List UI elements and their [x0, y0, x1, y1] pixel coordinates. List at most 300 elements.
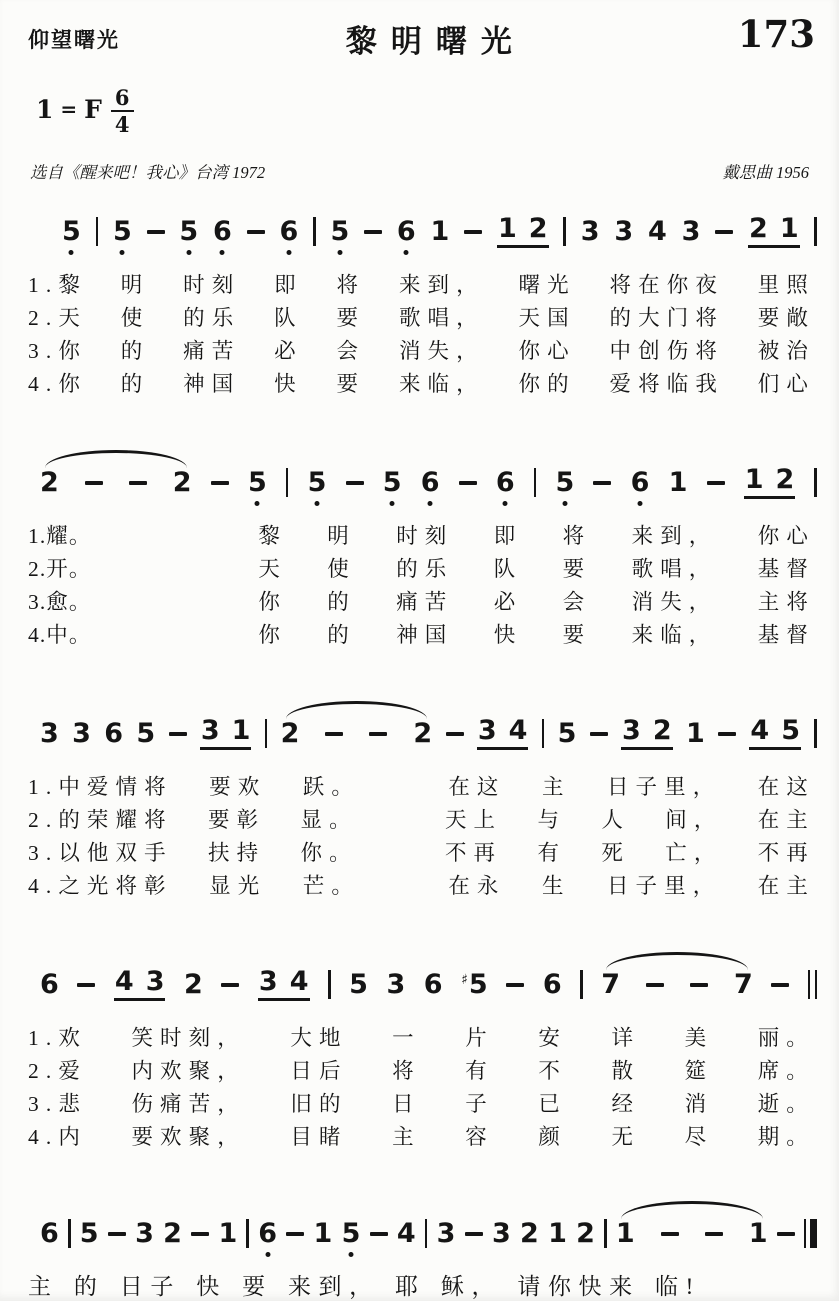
lyric-segment: 显。 [300, 808, 358, 832]
lyric-segment: 不再 [757, 841, 815, 865]
lyric-segment: 来临， [631, 623, 718, 647]
notation-line [0, 691, 839, 766]
lyric-segment: 日子里， [606, 874, 722, 898]
duration-dash [705, 1232, 723, 1236]
note: 2 [172, 467, 192, 498]
note: 1 [685, 718, 705, 749]
note: 5 [330, 216, 350, 247]
lyric-segment: 将 [336, 273, 366, 297]
barline [534, 468, 537, 497]
duration-dash [247, 230, 265, 234]
lyric-segment: 时刻 [183, 273, 241, 297]
duration-dash [369, 732, 387, 736]
note: 3 [681, 216, 701, 247]
lyric-segment: 你心 [757, 524, 815, 548]
lyric-segment: 3.悲 [28, 1092, 87, 1116]
lyric-segment: 痛苦 [396, 590, 454, 614]
lyric-segment: 3.以他双手 [28, 841, 173, 865]
lyric-segment: 颜 [538, 1125, 567, 1149]
duration-dash [129, 481, 147, 485]
note: 1 [748, 1218, 768, 1249]
lyric-segment: 散 [611, 1059, 641, 1083]
note: 5 [341, 1218, 361, 1249]
note: 4 [750, 715, 770, 746]
note: 2 [652, 715, 672, 746]
music-system-1 [0, 189, 839, 400]
lyric-segment: 必 [493, 590, 523, 614]
lyric-segment: 的大门将 [609, 306, 724, 330]
lyric-segment: 4.你 [28, 372, 87, 396]
lyric-segment: 的 [73, 1274, 105, 1299]
final-barline [804, 1219, 817, 1248]
beamed-note-group [621, 717, 673, 750]
duration-dash [169, 732, 187, 736]
duration-dash [286, 1232, 304, 1236]
lyric-segment: 耶 [395, 1274, 426, 1299]
lyric-segment: 主 [392, 1125, 421, 1149]
note: 1 [497, 213, 517, 244]
music-system-5 [0, 1193, 839, 1308]
lyric-segment: 消失， [398, 339, 485, 363]
duration-dash [147, 230, 165, 234]
lyric-segment: 子 [465, 1092, 494, 1116]
note: 4 [114, 966, 134, 997]
lyric-segment: 将 [562, 524, 592, 548]
note: 1 [779, 213, 799, 244]
lyric-segment: 会 [336, 339, 366, 363]
lyric-segment: 歌唱， [398, 306, 485, 330]
lyric-segment: 要 [242, 1274, 273, 1299]
lyric-line [0, 552, 839, 585]
lyric-segment: 主 [541, 775, 571, 799]
note: 7 [601, 969, 620, 1000]
duration-dash [191, 1232, 209, 1236]
key-signature [36, 85, 839, 137]
lyric-segment: 请你快来 [517, 1274, 640, 1299]
note: 4 [647, 216, 667, 247]
duration-dash [715, 230, 733, 234]
lyric-segment: 爱将临我 [609, 372, 724, 396]
lyric-line [0, 334, 839, 367]
lyric-segment: 2.开。 [28, 557, 92, 581]
lyric-segment: 1.中爱情将 [28, 775, 173, 799]
note: 2 [749, 213, 768, 244]
beamed-note-group [200, 717, 252, 750]
lyric-segment: 有 [537, 841, 567, 865]
lyric-segment: 逝。 [757, 1092, 815, 1116]
duration-dash [85, 481, 103, 485]
lyric-segment: 来到， [631, 524, 718, 548]
lyric-segment: 日子 [119, 1274, 181, 1299]
lyric-line [0, 1054, 839, 1087]
note: 3 [614, 216, 634, 247]
lyric-segment: 将 [392, 1059, 421, 1083]
beamed-note-group [749, 717, 801, 750]
lyric-segment: 即 [493, 524, 523, 548]
lyric-segment: 4.中。 [28, 623, 92, 647]
beamed-note-group [497, 215, 549, 248]
duration-dash [221, 983, 239, 987]
lyric-segment: 要彰 [207, 808, 266, 832]
lyric-segment: 消 [684, 1092, 714, 1116]
note: 3 [135, 1218, 154, 1249]
lyric-segment: 2.的荣耀将 [28, 808, 173, 832]
note: 5 [112, 216, 132, 247]
hymn-title: 黎明曙光 [345, 24, 526, 59]
barline [563, 217, 566, 246]
lyric-segment: 经 [611, 1092, 641, 1116]
lyric-line [0, 869, 839, 902]
note: 2 [280, 718, 300, 749]
lyric-segment: 3.愈。 [28, 590, 92, 614]
lyric-line [0, 1021, 839, 1054]
lyric-segment: 笑时刻， [131, 1026, 246, 1050]
note: 5 [382, 467, 402, 498]
lyric-segment: 的乐 [183, 306, 241, 330]
note: 2 [775, 464, 795, 495]
barline [328, 970, 331, 999]
barline [425, 1219, 428, 1248]
note: 5 [247, 467, 267, 498]
note: 1 [744, 464, 764, 495]
lyric-segment: 4.之光将彰 [28, 874, 173, 898]
lyric-segment: 你心 [518, 339, 576, 363]
note: 5 [555, 467, 575, 498]
note: 2 [163, 1218, 182, 1249]
duration-dash [459, 481, 477, 485]
lyric-segment: 容 [465, 1125, 494, 1149]
lyric-segment: 使 [327, 557, 356, 581]
lyric-segment: 主 [28, 1274, 59, 1299]
lyric-segment: 丽。 [757, 1026, 815, 1050]
key-equals: = [60, 97, 78, 121]
beamed-note-group [114, 968, 166, 1001]
duration-dash [464, 230, 482, 234]
lyric-segment: 会 [562, 590, 592, 614]
lyric-segment: 伤痛苦， [131, 1092, 246, 1116]
lyric-segment: 芒。 [302, 874, 360, 898]
note: 2 [520, 1218, 539, 1249]
lyric-segment: 基督 [757, 623, 815, 647]
note: 3 [622, 715, 641, 746]
lyric-segment: 你的 [518, 372, 576, 396]
note: 3 [145, 966, 165, 997]
duration-dash [718, 732, 736, 736]
lyric-segment: 要 [562, 623, 592, 647]
lyric-segment: 要欢 [209, 775, 267, 799]
lyric-segment: 队 [274, 306, 303, 330]
lyric-line [0, 268, 839, 301]
lyric-segment: 基督 [757, 557, 815, 581]
lyric-segment: 被治 [757, 339, 815, 363]
note: 6 [542, 969, 562, 1000]
lyric-segment: 的 [120, 372, 150, 396]
lyric-segment: 神国 [183, 372, 241, 396]
note: 2 [40, 467, 59, 498]
note: 1 [615, 1218, 635, 1249]
duration-dash [370, 1232, 388, 1236]
lyric-segment: 即 [274, 273, 303, 297]
lyric-segment: 要 [562, 557, 592, 581]
lyric-segment: 要敞 [757, 306, 815, 330]
lyric-segment: 你。 [300, 841, 358, 865]
beamed-note-group [744, 466, 796, 499]
lyrics-block [0, 268, 839, 400]
note: 6 [258, 1218, 278, 1249]
credits-row [0, 159, 839, 183]
tie-group [601, 971, 753, 998]
note: 3 [491, 1218, 511, 1249]
lyric-segment: 在主 [757, 808, 815, 832]
lyric-segment: 明 [327, 524, 356, 548]
note: 2 [184, 969, 203, 1000]
key-tonic: F [84, 94, 102, 124]
note: 5 [557, 718, 577, 749]
lyric-segment: 死 [601, 841, 630, 865]
lyric-segment: 天上 [444, 808, 503, 832]
lyric-segment: 2.爱 [28, 1059, 87, 1083]
lyric-segment: 要 [336, 372, 366, 396]
duration-dash [465, 1232, 483, 1236]
note: 1 [548, 1218, 567, 1249]
source-note: 选自《醒来吧！我心》台湾 1972 [30, 163, 266, 182]
duration-dash [593, 481, 611, 485]
lyric-segment: 快 [274, 372, 303, 396]
barline [814, 468, 817, 497]
lyric-segment: 快 [493, 623, 523, 647]
lyric-segment: 的 [120, 339, 150, 363]
note: 4 [396, 1218, 416, 1249]
note: 6 [396, 216, 416, 247]
double-barline [808, 970, 817, 999]
note: 5 [349, 969, 368, 1000]
duration-dash [211, 481, 229, 485]
duration-dash [707, 481, 725, 485]
notation-line [0, 440, 839, 515]
lyric-segment: 4.内 [28, 1125, 87, 1149]
lyric-segment: 筵 [684, 1059, 714, 1083]
lyrics-block [0, 770, 839, 902]
note: 3 [580, 216, 600, 247]
barline [814, 719, 817, 748]
duration-dash [771, 983, 789, 987]
note: 2 [413, 718, 433, 749]
lyric-segment: 日后 [290, 1059, 348, 1083]
notation-line [0, 189, 839, 264]
note: 3 [436, 1218, 456, 1249]
beamed-note-group [477, 717, 529, 750]
beamed-note-group [258, 968, 310, 1001]
tie-group [616, 1220, 768, 1247]
lyric-line [0, 618, 839, 651]
note: 6 [40, 1218, 59, 1249]
note: 1 [231, 715, 251, 746]
lyric-line [0, 836, 839, 869]
barline [542, 719, 545, 748]
duration-dash [690, 983, 708, 987]
note: 2 [576, 1218, 595, 1249]
lyric-segment: 无 [611, 1125, 641, 1149]
lyrics-block [0, 1268, 839, 1308]
note: 3 [200, 715, 220, 746]
composer-credit: 戴思曲 1956 [722, 163, 809, 182]
note: 5 [179, 216, 199, 247]
lyric-segment: 1.欢 [28, 1026, 87, 1050]
lyrics-block [0, 1021, 839, 1153]
note: 6 [495, 467, 515, 498]
lyric-segment: 时刻 [396, 524, 454, 548]
lyric-segment: 间， [665, 808, 723, 832]
lyric-segment: 不 [538, 1059, 567, 1083]
lyric-segment: 你 [258, 590, 287, 614]
lyric-segment: 尽 [684, 1125, 714, 1149]
duration-dash [590, 732, 608, 736]
lyric-segment: 在这 [757, 775, 815, 799]
note: 3 [40, 718, 59, 749]
lyric-segment: 显光 [209, 874, 267, 898]
note: 6 [423, 969, 443, 1000]
lyric-segment: 3.你 [28, 339, 87, 363]
lyrics-block [0, 519, 839, 651]
note: 7 [734, 969, 753, 1000]
lyric-segment: 神国 [396, 623, 454, 647]
lyric-segment: 美 [684, 1026, 714, 1050]
lyric-segment: 日 [392, 1092, 421, 1116]
lyric-segment: 跃。 [302, 775, 360, 799]
barline [68, 1219, 71, 1248]
note: 3 [72, 718, 91, 749]
lyric-segment: 来临， [398, 372, 485, 396]
lyric-line [0, 519, 839, 552]
note: 1 [430, 216, 450, 247]
lyric-segment: 消失， [631, 590, 718, 614]
lyric-segment: 扶持 [207, 841, 266, 865]
duration-dash [446, 732, 464, 736]
lyric-segment: 必 [274, 339, 303, 363]
lyric-line [0, 770, 839, 803]
lyric-segment: 大地 [290, 1026, 348, 1050]
lyric-segment: 不再 [444, 841, 503, 865]
lyric-segment: 1.黎 [28, 273, 87, 297]
lyric-line [0, 803, 839, 836]
lyric-segment: 在永 [448, 874, 506, 898]
lyric-segment: 的乐 [396, 557, 454, 581]
time-signature [111, 87, 134, 135]
notation-line [0, 1193, 839, 1264]
duration-dash [646, 983, 664, 987]
lyric-segment: 里照 [757, 273, 815, 297]
meter-denominator: 4 [114, 112, 130, 137]
lyric-segment: 在这 [448, 775, 506, 799]
duration-dash [364, 230, 382, 234]
lyric-segment: 日子里， [606, 775, 722, 799]
music-system-4 [0, 942, 839, 1153]
music-system-3 [0, 691, 839, 902]
lyric-segment: 安 [538, 1026, 567, 1050]
note: 6 [420, 467, 440, 498]
duration-dash [77, 983, 95, 987]
lyric-segment: 天 [258, 557, 287, 581]
note: 5 [781, 715, 800, 746]
lyric-segment: 要 [336, 306, 366, 330]
lyric-segment: 期。 [757, 1125, 815, 1149]
lyric-segment: 稣， [440, 1274, 503, 1299]
tie-group [281, 720, 433, 747]
lyric-line [0, 1268, 839, 1308]
lyric-segment: 人 [601, 808, 630, 832]
lyric-segment: 片 [465, 1026, 494, 1050]
sharp-icon: ♯ [461, 972, 468, 988]
lyric-segment: 明 [120, 273, 150, 297]
note: 6 [104, 718, 124, 749]
note: 6 [630, 467, 650, 498]
note: 3 [386, 969, 406, 1000]
notation-line [0, 942, 839, 1017]
lyric-segment: 在主 [757, 874, 815, 898]
barline [96, 217, 99, 246]
lyric-segment: 的 [327, 590, 356, 614]
lyric-segment: 使 [120, 306, 150, 330]
lyric-segment: 详 [611, 1026, 641, 1050]
music-system-2 [0, 440, 839, 651]
lyric-segment: 已 [538, 1092, 567, 1116]
lyric-segment: 来到， [398, 273, 485, 297]
lyric-segment: 席。 [757, 1059, 815, 1083]
lyric-line [0, 1120, 839, 1153]
collection-title: 仰望曙光 [28, 28, 120, 52]
note: 1 [218, 1218, 238, 1249]
lyric-segment: 内欢聚， [131, 1059, 246, 1083]
lyric-segment: 旧的 [290, 1092, 348, 1116]
hymn-number: 173 [737, 12, 815, 56]
note: 4 [508, 715, 528, 746]
barline [313, 217, 316, 246]
duration-dash [108, 1232, 126, 1236]
lyric-segment: 痛苦 [183, 339, 241, 363]
lyric-segment: 们心 [757, 372, 815, 396]
lyric-segment: 主将 [757, 590, 815, 614]
note: 1 [668, 467, 688, 498]
lyric-segment: 将在你夜 [609, 273, 724, 297]
note: 3 [258, 966, 278, 997]
lyric-segment: 2.天 [28, 306, 87, 330]
note: 5 [79, 1218, 99, 1249]
barline [580, 970, 583, 999]
lyric-segment: 有 [465, 1059, 494, 1083]
lyric-segment: 快 [196, 1274, 227, 1299]
lyric-segment: 来到， [287, 1274, 380, 1299]
lyric-segment: 歌唱， [631, 557, 718, 581]
lyric-line [0, 367, 839, 400]
lyric-segment: 临! [655, 1274, 701, 1299]
lyric-segment: 黎 [258, 524, 287, 548]
duration-dash [346, 481, 364, 485]
duration-dash [661, 1232, 679, 1236]
note: 1 [313, 1218, 333, 1249]
barline [286, 468, 289, 497]
lyric-segment: 生 [541, 874, 571, 898]
lyric-segment: 与 [537, 808, 567, 832]
lyric-segment: 曙光 [518, 273, 576, 297]
barline [604, 1219, 607, 1248]
note: 4 [289, 966, 309, 997]
lyric-line [0, 585, 839, 618]
note: 3 [477, 715, 497, 746]
lyric-line [0, 301, 839, 334]
lyric-segment: 1.耀。 [28, 524, 92, 548]
page-header [0, 0, 839, 61]
lyric-segment: 队 [493, 557, 523, 581]
